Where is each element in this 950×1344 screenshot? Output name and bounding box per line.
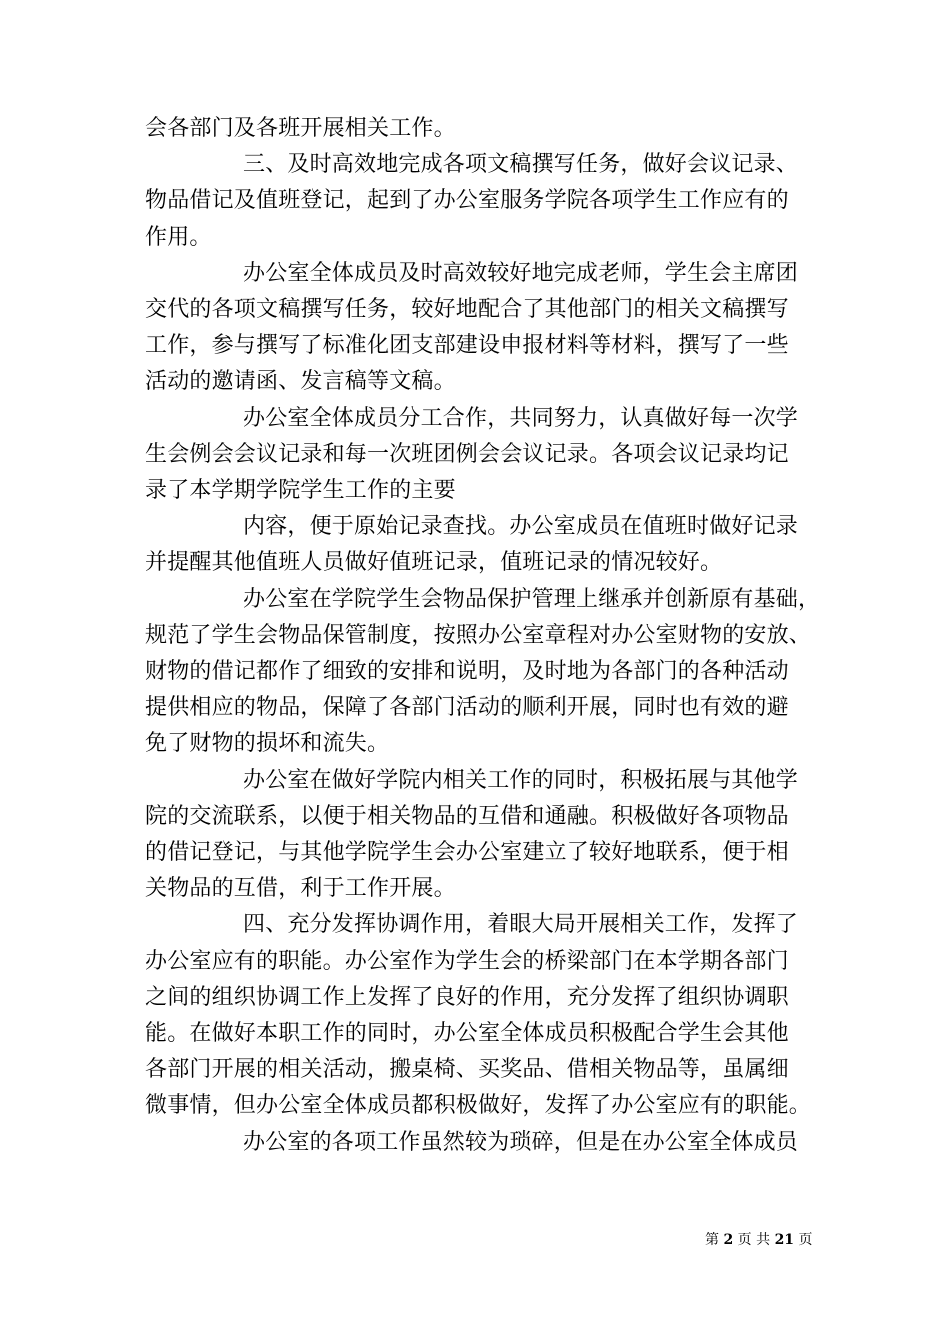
text-line: 四、充分发挥协调作用，着眼大局开展相关工作，发挥了 xyxy=(243,912,799,938)
text-line: 微事情，但办公室全体成员都积极做好，发挥了办公室应有的职能。 xyxy=(145,1093,812,1119)
text-line: 办公室在做好学院内相关工作的同时，积极拓展与其他学 xyxy=(243,767,799,793)
text-line: 生会例会会议记录和每一次班团例会会议记录。各项会议记录均记 xyxy=(145,441,789,467)
text-line: 提供相应的物品，保障了各部门活动的顺利开展，同时也有效的避 xyxy=(145,695,789,721)
text-line: 内容，便于原始记录查找。办公室成员在值班时做好记录 xyxy=(243,514,799,540)
footer-current-page: 2 xyxy=(723,1232,734,1248)
text-line: 作用。 xyxy=(145,224,212,250)
text-line: 办公室全体成员及时高效较好地完成老师，学生会主席团 xyxy=(243,260,799,286)
text-line: 免了财物的损坏和流失。 xyxy=(145,731,390,757)
text-line: 的借记登记，与其他学院学生会办公室建立了较好地联系，便于相 xyxy=(145,840,789,865)
text-line: 能。在做好本职工作的同时，办公室全体成员积极配合学生会其他 xyxy=(145,1021,789,1046)
text-line: 会各部门及各班开展相关工作。 xyxy=(145,116,456,141)
footer-total-pages: 21 xyxy=(774,1232,795,1248)
text-line: 三、及时高效地完成各项文稿撰写任务，做好会议记录、 xyxy=(243,152,799,178)
text-line: 办公室应有的职能。办公室作为学生会的桥梁部门在本学期各部门 xyxy=(145,948,789,974)
text-line: 财物的借记都作了细致的安排和说明，及时地为各部门的各种活动 xyxy=(145,659,789,684)
text-line: 工作，参与撰写了标准化团支部建设申报材料等材料，撰写了一些 xyxy=(145,333,789,359)
text-line: 活动的邀请函、发言稿等文稿。 xyxy=(145,369,456,395)
text-line: 规范了学生会物品保管制度，按照办公室章程对办公室财物的安放、 xyxy=(145,622,812,648)
text-line: 院的交流联系，以便于相关物品的互借和通融。积极做好各项物品 xyxy=(145,803,789,829)
text-line: 办公室的各项工作虽然较为琐碎，但是在办公室全体成员 xyxy=(243,1129,799,1155)
footer-middle: 页 共 xyxy=(737,1232,771,1248)
text-line: 录了本学期学院学生工作的主要 xyxy=(145,478,456,503)
text-line: 办公室在学院学生会物品保护管理上继承并创新原有基础， xyxy=(243,586,821,612)
text-line: 并提醒其他值班人员做好值班记录，值班记录的情况较好。 xyxy=(145,550,723,576)
text-line: 物品借记及值班登记，起到了办公室服务学院各项学生工作应有的 xyxy=(145,188,789,214)
text-line: 交代的各项文稿撰写任务，较好地配合了其他部门的相关文稿撰写 xyxy=(145,297,789,322)
text-line: 关物品的互借，利于工作开展。 xyxy=(145,876,456,902)
footer-suffix: 页 xyxy=(798,1232,813,1248)
page-footer xyxy=(705,1230,813,1250)
text-line: 之间的组织协调工作上发挥了良好的作用，充分发挥了组织协调职 xyxy=(145,984,789,1010)
text-line: 办公室全体成员分工合作，共同努力，认真做好每一次学 xyxy=(243,405,799,431)
text-line: 各部门开展的相关活动，搬桌椅、买奖品、借相关物品等，虽属细 xyxy=(145,1057,789,1083)
footer-prefix: 第 xyxy=(705,1232,719,1248)
